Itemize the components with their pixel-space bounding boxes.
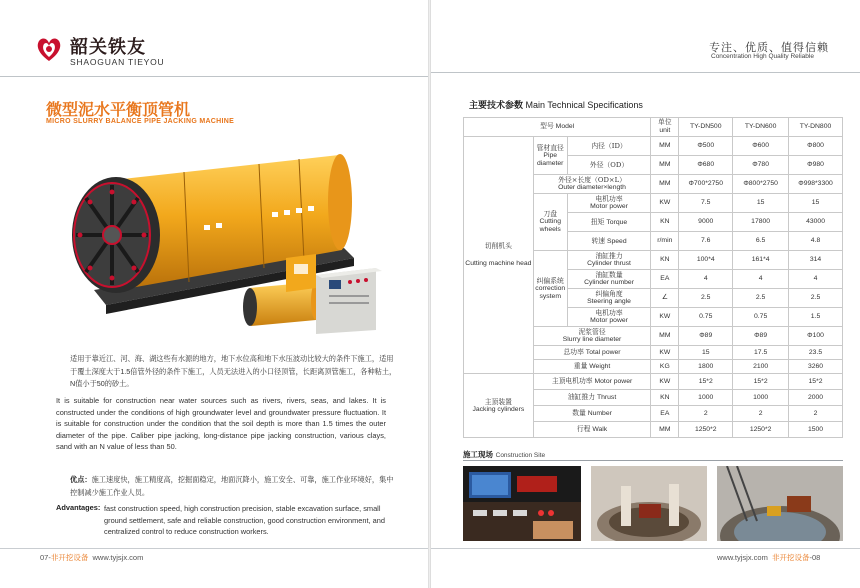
- site-divider: [463, 460, 843, 461]
- table-row: 纠偏系统 correction system 油缸推力 Cylinder thrust KN 100*4 161*4 314: [464, 251, 843, 270]
- table-row: 切削机头 Cutting machine head 管材直径 Pipe diameter 内径（ID） MM Φ500 Φ600 Φ800: [464, 137, 843, 156]
- slogan-cn: 专注、优质、值得信赖: [709, 41, 829, 54]
- group-pipe-diameter: 管材直径 Pipe diameter: [533, 137, 567, 175]
- table-row: 总功率 Total power KW 15 17.5 23.5: [464, 346, 843, 360]
- advantages-cn: [70, 474, 400, 499]
- row-label: 重量 Weight: [533, 360, 651, 374]
- intro-en: It is suitable for construction near water sources such as rivers, rivers, seas, and lakes. It is constructed under the conditions of high groundwater level and groundwater pressure fluctuation. It is suitable for construction under the condition that the soil depth is more than 1.5 times the outer diameter of the pipe. Caliber pipe jacking, long-distance pipe jacking construction, various clays, sand with an N value of less than 50.: [56, 396, 386, 452]
- site-photo-well: [717, 466, 843, 541]
- spec-title-en: Main Technical Specifications: [525, 100, 643, 110]
- row-label: 总功率 Total power: [533, 346, 651, 360]
- row-label: 数量 Number: [533, 406, 651, 422]
- table-row: 外径×长度（OD×L） Outer diameter×length MM Φ700*2750 Φ800*2750 Φ998*3300: [464, 175, 843, 194]
- table-row: 刀盘 Cutting wheels 电机功率 Motor power KW 7.5 15 15: [464, 194, 843, 213]
- table-row: 纠偏角度 Steering angle ∠ 2.5 2.5 2.5: [464, 289, 843, 308]
- group-jacking-cylinders: 主顶装置 Jacking cylinders: [464, 374, 534, 438]
- header-model-2: TY-DN600: [733, 118, 789, 137]
- spec-table: [463, 117, 843, 438]
- row-label: 行程 Walk: [533, 422, 651, 438]
- row-label: 泥浆管径 Slurry line diameter: [533, 327, 651, 346]
- row-label: 外径×长度（OD×L） Outer diameter×length: [533, 175, 651, 194]
- brand-logo-icon: [34, 34, 64, 64]
- footer-url-right: www.tyjsjx.com: [717, 553, 768, 562]
- row-label: 电机功率 Motor power: [567, 308, 651, 327]
- row-label: 扭矩 Torque: [567, 213, 651, 232]
- row-label: 主顶电机功率 Motor power: [533, 374, 651, 390]
- table-header-row: [464, 118, 843, 137]
- table-row: 外径（OD） MM Φ680 Φ780 Φ980: [464, 156, 843, 175]
- product-title-en: MICRO SLURRY BALANCE PIPE JACKING MACHINE: [46, 118, 235, 125]
- table-row: 油缸推力 Thrust KN 1000 1000 2000: [464, 390, 843, 406]
- table-row: 行程 Walk MM 1250*2 1250*2 1500: [464, 422, 843, 438]
- slogan-en: Concentration High Quality Reliable: [711, 53, 814, 60]
- row-label: 纠偏角度 Steering angle: [567, 289, 651, 308]
- advantages-cn-text: 施工速度快，施工精度高，挖掘面稳定，地面沉降小，施工安全、可靠，施工作业环境好，集中控制减少施工作业人员。: [70, 475, 394, 497]
- table-row: 扭矩 Torque KN 9000 17800 43000: [464, 213, 843, 232]
- site-photo-shaft: [591, 466, 707, 541]
- row-label: 转速 Speed: [567, 232, 651, 251]
- footer-category-right: 非开挖设备: [772, 553, 810, 562]
- row-label: 内径（ID）: [567, 137, 651, 156]
- group-cutting-wheels: 刀盘 Cutting wheels: [533, 194, 567, 251]
- advantages-cn-label: 优点：: [70, 475, 92, 484]
- table-row: 转速 Speed r/min 7.6 6.5 4.8: [464, 232, 843, 251]
- row-label: 油缸推力 Cylinder thrust: [567, 251, 651, 270]
- page-number-left: 07-: [40, 553, 51, 562]
- footer-url-left: www.tyjsjx.com: [92, 553, 144, 562]
- product-title-cn: 微型泥水平衡顶管机: [46, 100, 191, 119]
- site-title-en: Construction Site: [495, 452, 546, 459]
- header-unit: 单位 unit: [651, 118, 679, 137]
- spec-title-cn: 主要技术参数: [469, 101, 524, 111]
- site-title: [463, 449, 545, 460]
- table-row: 电机功率 Motor power KW 0.75 0.75 1.5: [464, 308, 843, 327]
- header-model: 型号 Model: [464, 118, 651, 137]
- right-page: [430, 0, 860, 588]
- row-label: 外径（OD）: [567, 156, 651, 175]
- table-row: 油缸数量 Cylinder number EA 4 4 4: [464, 270, 843, 289]
- advantages-en-text: fast construction speed, high construction precision, stable excavation surface, small ground settlement, safe and reliable construction, good construction environment, and centralized control to reduce construction workers.: [104, 504, 386, 537]
- table-row: 主顶装置 Jacking cylinders 主顶电机功率 Motor power KW 15*2 15*2 15*2: [464, 374, 843, 390]
- footer-right: [717, 552, 820, 563]
- row-label: 电机功率 Motor power: [567, 194, 651, 213]
- table-row: 重量 Weight KG 1800 2100 3260: [464, 360, 843, 374]
- row-label: 油缸推力 Thrust: [533, 390, 651, 406]
- header-divider: [431, 72, 860, 73]
- page-number-right: -08: [809, 553, 821, 562]
- header-divider: [0, 76, 430, 77]
- footer-left: [40, 552, 143, 563]
- brand-name-en: SHAOGUAN TIEYOU: [70, 57, 165, 67]
- footer-category-left: 非开挖设备: [50, 553, 89, 562]
- table-row: 数量 Number EA 2 2 2: [464, 406, 843, 422]
- site-title-cn: 施工现场: [463, 450, 493, 459]
- row-label: 油缸数量 Cylinder number: [567, 270, 651, 289]
- table-row: 泥浆管径 Slurry line diameter MM Φ89 Φ89 Φ100: [464, 327, 843, 346]
- header-model-1: TY-DN500: [679, 118, 733, 137]
- machine-illustration: [54, 140, 394, 335]
- spec-title: [469, 98, 643, 111]
- group-correction-system: 纠偏系统 correction system: [533, 251, 567, 327]
- site-photo-control-panel: [463, 466, 581, 541]
- footer-divider: [431, 548, 860, 549]
- brand-name-cn: 韶关铁友: [70, 37, 146, 58]
- footer-divider: [0, 548, 430, 549]
- intro-cn: 适用于靠近江、河、海、湖这些有水源的地方，地下水位高和地下水压波动比较大的条件下施工，适用于覆土深度大于1.5倍管外径的条件下施工，人员无法进入的小口径顶管，长距离顶管施工，各种粘土，N值小于50的砂土。: [70, 354, 397, 388]
- group-cutting-head: 切削机头 Cutting machine head: [464, 137, 534, 374]
- header-model-3: TY-DN800: [789, 118, 843, 137]
- advantages-en-label: Advantages:: [56, 503, 101, 512]
